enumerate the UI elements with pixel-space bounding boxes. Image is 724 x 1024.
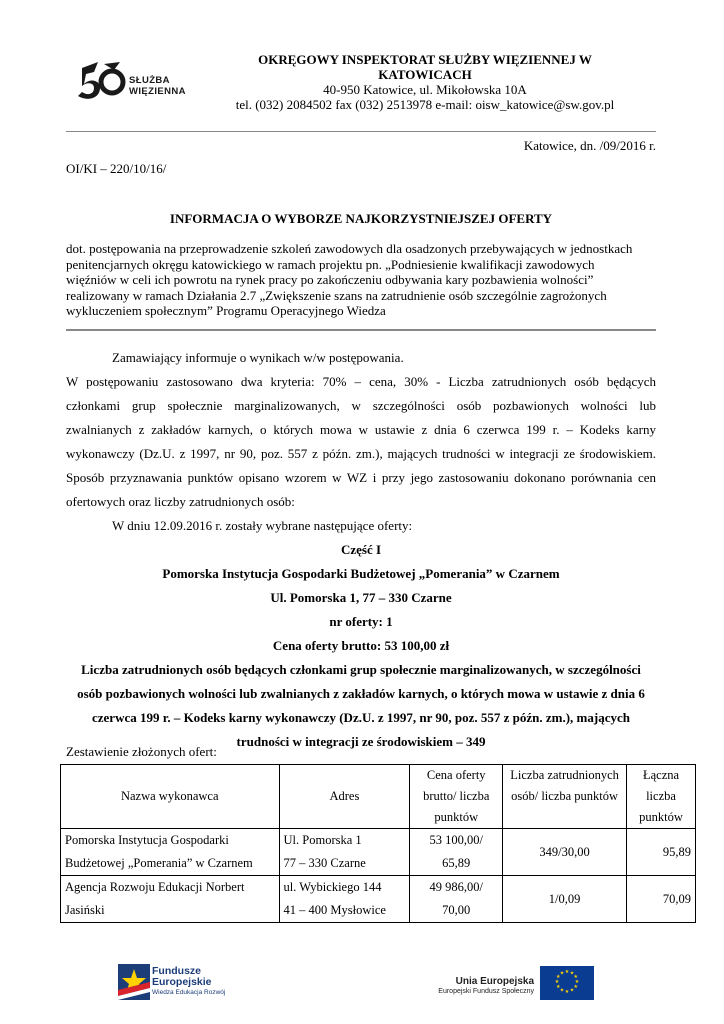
winner-price: Cena oferty brutto: 53 100,00 zł <box>272 638 450 653</box>
cell-price <box>410 876 503 923</box>
header-total-line: liczba <box>646 789 676 803</box>
sw-logo <box>74 58 204 108</box>
cell-employees: 349/30,00 <box>503 829 627 876</box>
cell-line: Agencja Rozwoju Edukacji Norbert <box>65 880 245 894</box>
fe-line3: Wiedza Edukacja Rozwój <box>152 989 226 996</box>
cell-line: 65,89 <box>442 856 471 870</box>
criteria-line: członkami grup społecznie marginalizowanych, w szczególności osób pozbawionych wolności lub <box>66 398 656 413</box>
org-contact: tel. (032) 2084502 fax (032) 2513978 e-mail: oisw_katowice@sw.gov.pl <box>235 97 615 112</box>
header-employees <box>503 765 627 829</box>
cell-address <box>279 829 410 876</box>
header-price-line: punktów <box>434 810 479 824</box>
cell-line: Jasiński <box>65 903 105 917</box>
header-name: Nazwa wykonawca <box>61 765 280 829</box>
org-address: 40-950 Katowice, ul. Mikołowska 10A <box>323 82 527 97</box>
cell-address <box>279 876 410 923</box>
unia-europejska-logo <box>404 966 604 1000</box>
fe-line1: Fundusze <box>152 965 201 977</box>
cell-line: Budżetowej „Pomerania” w Czarnem <box>65 856 253 870</box>
svg-text:★: ★ <box>556 974 561 980</box>
cell-line: 41 – 400 Mysłowice <box>283 903 386 917</box>
logo-line1: SŁUŻBA <box>129 75 170 86</box>
cell-line: 49 986,00/ <box>429 880 483 894</box>
cell-line: Ul. Pomorska 1 <box>283 833 362 847</box>
svg-text:★: ★ <box>559 970 565 977</box>
intro-text: Zamawiający informuje o wynikach w/w postępowania. <box>112 350 404 365</box>
header-total <box>627 765 696 829</box>
fe-line2: Europejskie <box>152 976 212 988</box>
criteria-line: ofertowych oraz liczby zatrudnionych osób: <box>66 494 295 509</box>
svg-text:★: ★ <box>564 989 570 995</box>
cell-total: 95,89 <box>627 829 696 876</box>
winner-address: Ul. Pomorska 1, 77 – 330 Czarne <box>270 590 452 605</box>
svg-text:★: ★ <box>569 987 575 994</box>
winner-employees-line: osób pozbawionych wolności lub zwalnianych z zakładów karnych, o których mowa w ustawie z dnia 6 <box>77 686 645 701</box>
winner-employees-line: czerwca 199 r. – Kodeks karny wykonawczy (Dz.U. z 1997, nr 90, poz. 557 z późn. zm.), mających <box>92 710 630 725</box>
winner-name: Pomorska Instytucja Gospodarki Budżetowej „Pomerania” w Czarnem <box>162 566 560 581</box>
criteria-line: W postępowaniu zastosowano dwa kryteria: 70% – cena, 30% - Liczba zatrudnionych osób będących <box>66 374 656 389</box>
date-line: Katowice, dn. /09/2016 r. <box>523 138 656 153</box>
header-price <box>410 765 503 829</box>
header-employees-line: osób/ liczba punktów <box>511 789 619 803</box>
reference-number: OI/KI – 220/10/16/ <box>66 161 167 176</box>
header-price-line: Cena oferty <box>426 768 486 782</box>
document-title: INFORMACJA O WYBORZE NAJKORZYSTNIEJSZEJ OFERTY <box>169 211 553 226</box>
header-address: Adres <box>279 765 410 829</box>
offers-table <box>60 764 696 923</box>
description-line: wykluczeniem społecznym” Programu Operacyjnego Wiedza <box>66 303 386 318</box>
description-line: więźniów w celi ich powrotu na rynek pracy po zakończeniu odbywania kary pozbawienia wolności” <box>66 272 594 287</box>
sw-emblem-icon <box>74 58 126 106</box>
svg-text:★: ★ <box>564 969 570 975</box>
svg-text:★: ★ <box>569 970 575 977</box>
criteria-line: wykonawczy (Dz.U. z 1997, nr 90, poz. 557 z późn. zm.), mających trudności w integracji ze środowiskiem. <box>66 446 656 461</box>
logo-line2: WIĘZIENNA <box>129 86 186 97</box>
criteria-paragraph <box>66 370 656 514</box>
cell-line: ul. Wybickiego 144 <box>283 880 382 894</box>
cell-total: 70,09 <box>627 876 696 923</box>
header-total-line: Łączna <box>642 768 680 782</box>
svg-text:★: ★ <box>573 984 578 990</box>
header-total-line: punktów <box>639 810 683 824</box>
cell-line: 77 – 330 Czarne <box>283 856 366 870</box>
svg-text:★: ★ <box>556 984 561 990</box>
cell-name <box>61 829 280 876</box>
description-line: realizowany w ramach Działania 2.7 „Zwiększenie szans na zatrudnienie osób szczególnie zagrożonych <box>66 287 607 303</box>
table-header-row <box>61 765 696 829</box>
description-line: dot. postępowania na przeprowadzenie szkoleń zawodowych dla osadzonych przebywających w jednostkach <box>66 241 633 256</box>
svg-text:★: ★ <box>554 979 560 985</box>
org-name-line1: OKRĘGOWY INSPEKTORAT SŁUŻBY WIĘZIENNEJ W <box>258 52 592 67</box>
eu-flag-icon <box>540 966 594 1000</box>
table-caption: Zestawienie złożonych ofert: <box>66 744 217 759</box>
criteria-line: zwalnianych z zakładów karnych, o których mowa w ustawie z dnia 6 czerwca 199 r. – Kodeks karny <box>66 422 656 437</box>
selection-text: W dniu 12.09.2016 r. zostały wybrane następujące oferty: <box>112 518 413 533</box>
part-label: Część I <box>340 542 382 557</box>
subject-description <box>66 241 656 319</box>
criteria-line: Sposób przyznawania punktów opisano wzorem w WZ i przy jego zastosowaniu dokonano porównania cen <box>66 470 656 485</box>
cell-employees: 1/0,09 <box>503 876 627 923</box>
header-divider <box>66 131 656 132</box>
cell-line: Pomorska Instytucja Gospodarki <box>65 833 229 847</box>
fe-star-icon <box>118 964 150 1000</box>
header-price-line: brutto/ liczba <box>423 789 490 803</box>
svg-text:★: ★ <box>573 974 578 980</box>
cell-line: 53 100,00/ <box>429 833 483 847</box>
winner-offer-number: nr oferty: 1 <box>329 614 393 629</box>
table-row <box>61 829 696 876</box>
table-row <box>61 876 696 923</box>
svg-text:★: ★ <box>559 987 565 994</box>
fundusze-europejskie-logo <box>118 962 258 1004</box>
ue-line2: Europejski Fundusz Społeczny <box>438 988 534 995</box>
header-employees-line: Liczba zatrudnionych <box>510 768 619 782</box>
description-line: penitencjarnych okręgu katowickiego w ramach projektu pn. „Podniesienie kwalifikacji zawodowych <box>66 256 595 272</box>
cell-name <box>61 876 280 923</box>
cell-line: 70,00 <box>442 903 471 917</box>
org-name-line2: KATOWICACH <box>378 67 472 82</box>
winner-employees-line: trudności w integracji ze środowiskiem – 349 <box>236 734 486 749</box>
svg-text:★: ★ <box>574 979 580 985</box>
winner-block <box>66 538 656 754</box>
cell-price <box>410 829 503 876</box>
ue-line1: Unia Europejska <box>455 976 534 987</box>
letterhead <box>205 52 645 112</box>
subject-divider <box>66 329 656 331</box>
winner-employees-line: Liczba zatrudnionych osób będących członkami grup społecznie marginalizowanych, w szczególności <box>81 662 641 677</box>
